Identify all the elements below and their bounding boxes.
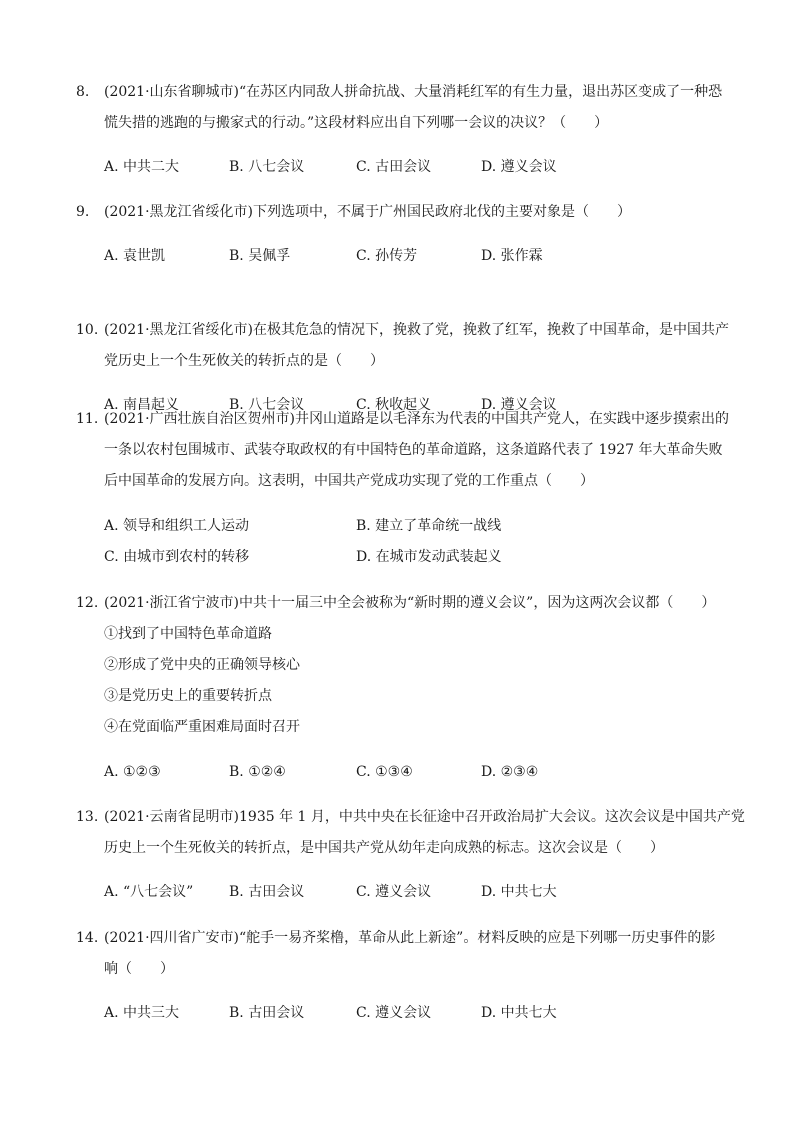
- question-text: (2021·广西壮族自治区贺州市)井冈山道路是以毛泽东为代表的中国共产党人，在实践中逐步摸索出的: [104, 411, 730, 427]
- question-line: [76, 108, 736, 139]
- sub-item: [76, 681, 736, 712]
- question-line: [76, 833, 736, 864]
- option-b[interactable]: B. 古田会议: [229, 884, 305, 900]
- question-9: [76, 197, 736, 272]
- option-b[interactable]: B. ①②④: [229, 764, 286, 780]
- options-row: [76, 998, 736, 1029]
- question-line: [76, 77, 736, 108]
- question-13: [76, 802, 745, 908]
- question-11: [76, 404, 736, 573]
- option-a[interactable]: A. 南昌起义: [104, 397, 180, 413]
- question-line: [76, 466, 736, 497]
- option-d[interactable]: D. 中共七大: [481, 1005, 557, 1021]
- sub-item-text: ④在党面临严重困难局面时召开: [104, 719, 300, 735]
- option-d[interactable]: D. 遵义会议: [481, 397, 557, 413]
- question-text: 响（ ）: [104, 961, 174, 977]
- question-text: 党历史上一个生死攸关的转折点的是（ ）: [104, 353, 384, 369]
- options-row: [76, 877, 736, 908]
- option-a[interactable]: A. ①②③: [104, 764, 161, 780]
- sub-item-text: ①找到了中国特色革命道路: [104, 626, 272, 642]
- question-line: [76, 588, 736, 619]
- question-8: [76, 77, 736, 183]
- question-line: [76, 435, 736, 466]
- question-number: 14.: [76, 930, 99, 946]
- question-text: (2021·云南省昆明市)1935 年 1 月，中共中央在长征途中召开政治局扩大会议。这次会议是中国共产党: [104, 809, 745, 825]
- option-b[interactable]: B. 建立了革命统一战线: [356, 518, 502, 534]
- option-c[interactable]: C. 古田会议: [356, 159, 432, 175]
- option-c[interactable]: C. ①③④: [356, 764, 413, 780]
- options-row: [76, 757, 736, 788]
- option-a[interactable]: A. 中共三大: [104, 1005, 180, 1021]
- options-row: [76, 511, 736, 542]
- sub-item: [76, 712, 736, 743]
- option-c[interactable]: C. 秋收起义: [356, 397, 432, 413]
- options-row: [76, 241, 736, 272]
- sub-item: [76, 650, 736, 681]
- option-b[interactable]: B. 古田会议: [229, 1005, 305, 1021]
- option-b[interactable]: B. 吴佩孚: [229, 248, 291, 264]
- question-number: 9.: [76, 204, 90, 220]
- question-text: (2021·黑龙江省绥化市)在极其危急的情况下，挽救了党，挽救了红军，挽救了中国革命，是中国共产: [104, 322, 730, 338]
- option-d[interactable]: D. 中共七大: [481, 884, 557, 900]
- sub-item-text: ③是党历史上的重要转折点: [104, 688, 272, 704]
- question-text: 慌失措的逃跑的与搬家式的行动。”这段材料应出自下列哪一会议的决议？（ ）: [104, 115, 609, 131]
- question-number: 10.: [76, 322, 99, 338]
- question-number: 11.: [76, 411, 99, 427]
- question-14: [76, 923, 736, 1029]
- option-a[interactable]: A. 袁世凯: [104, 248, 166, 264]
- question-text: 历史上一个生死攸关的转折点，是中国共产党从幼年走向成熟的标志。这次会议是（ ）: [104, 840, 664, 856]
- sub-item-text: ②形成了党中央的正确领导核心: [104, 657, 300, 673]
- option-c[interactable]: C. 遵义会议: [356, 884, 432, 900]
- question-text: (2021·山东省聊城市)“在苏区内同敌人拼命抗战、大量消耗红军的有生力量，退出苏区变成了一种恐: [104, 84, 723, 100]
- option-a[interactable]: A. “八七会议”: [104, 884, 194, 900]
- question-line: [76, 197, 736, 228]
- options-row: [76, 152, 736, 183]
- question-number: 8.: [76, 84, 90, 100]
- question-12: [76, 588, 736, 788]
- options-row: [76, 542, 736, 573]
- option-d[interactable]: D. ②③④: [481, 764, 539, 780]
- question-line: [76, 346, 736, 377]
- sub-item: [76, 619, 736, 650]
- question-text: (2021·黑龙江省绥化市)下列选项中，不属于广州国民政府北伐的主要对象是（ ）: [104, 204, 632, 220]
- question-number: 12.: [76, 595, 99, 611]
- question-text: (2021·四川省广安市)“舵手一易齐桨橹，革命从此上新途”。材料反映的应是下列哪一历史事件的影: [104, 930, 716, 946]
- option-b[interactable]: B. 八七会议: [229, 159, 305, 175]
- option-c[interactable]: C. 由城市到农村的转移: [104, 549, 250, 565]
- option-a[interactable]: A. 领导和组织工人运动: [104, 518, 250, 534]
- option-a[interactable]: A. 中共二大: [104, 159, 180, 175]
- question-line: [76, 315, 736, 346]
- question-text: 一条以农村包围城市、武装夺取政权的有中国特色的革命道路，这条道路代表了 1927 年大革命失败: [104, 442, 723, 458]
- question-line: [76, 923, 736, 954]
- question-text: (2021·浙江省宁波市)中共十一届三中全会被称为“新时期的遵义会议”，因为这两次会议都（ ）: [104, 595, 716, 611]
- option-d[interactable]: D. 张作霖: [481, 248, 543, 264]
- question-line: [76, 802, 745, 833]
- question-number: 13.: [76, 809, 99, 825]
- option-b[interactable]: B. 八七会议: [229, 397, 305, 413]
- question-text: 后中国革命的发展方向。这表明，中国共产党成功实现了党的工作重点（ ）: [104, 473, 594, 489]
- option-d[interactable]: D. 在城市发动武装起义: [356, 549, 502, 565]
- question-line: [76, 404, 736, 435]
- option-c[interactable]: C. 孙传芳: [356, 248, 418, 264]
- question-line: [76, 954, 736, 985]
- option-d[interactable]: D. 遵义会议: [481, 159, 557, 175]
- option-c[interactable]: C. 遵义会议: [356, 1005, 432, 1021]
